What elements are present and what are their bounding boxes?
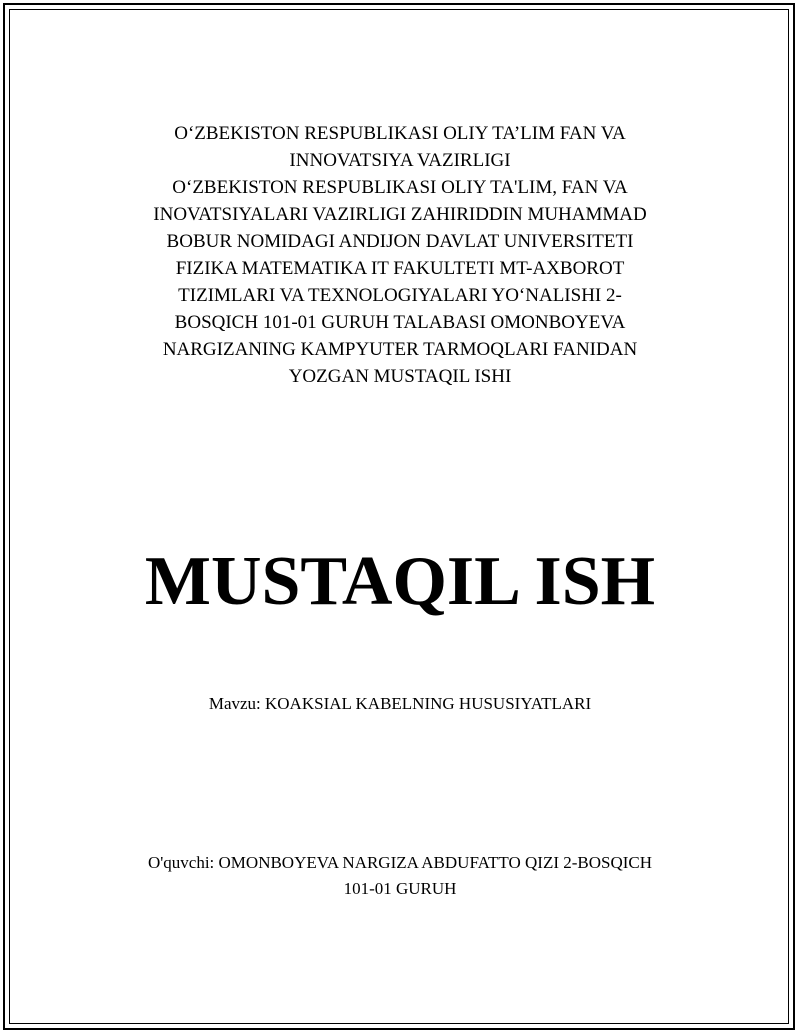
institution-header	[110, 120, 690, 390]
topic-line: Mavzu: KOAKSIAL KABELNING HUSUSIYATLARI	[208, 694, 592, 713]
header-line: O‘ZBEKISTON RESPUBLIKASI OLIY TA’LIM FAN VA	[174, 123, 626, 144]
student-line: 101-01 GURUH	[343, 879, 457, 898]
header-line: YOZGAN MUSTAQIL ISHI	[288, 366, 512, 387]
header-line: TIZIMLARI VA TEXNOLOGIYALARI YO‘NALISHI 2-	[178, 285, 622, 306]
header-line: BOSQICH 101-01 GURUH TALABASI OMONBOYEVA	[174, 312, 626, 333]
student-line: O'quvchi: OMONBOYEVA NARGIZA ABDUFATTO QIZI 2-BOSQICH	[147, 853, 653, 872]
header-line: O‘ZBEKISTON RESPUBLIKASI OLIY TA'LIM, FAN VA	[172, 177, 628, 198]
header-line: FIZIKA MATEMATIKA IT FAKULTETI MT-AXBOROT	[175, 258, 625, 279]
header-line: BOBUR NOMIDAGI ANDIJON DAVLAT UNIVERSITETI	[166, 231, 634, 252]
header-line: INNOVATSIYA VAZIRLIGI	[289, 150, 511, 171]
header-line: INOVATSIYALARI VAZIRLIGI ZAHIRIDDIN MUHAMMAD	[153, 204, 647, 225]
student-info	[60, 850, 740, 902]
header-line: NARGIZANING KAMPYUTER TARMOQLARI FANIDAN	[162, 339, 638, 360]
document-title: MUSTAQIL ISH	[144, 543, 656, 620]
